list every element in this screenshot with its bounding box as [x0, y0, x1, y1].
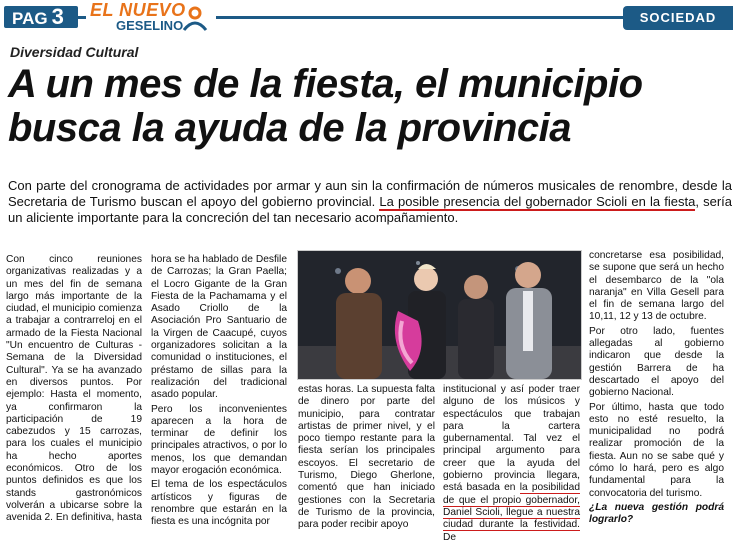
photo-people-illustration	[298, 251, 581, 379]
lighthouse-icon	[180, 4, 210, 32]
newspaper-logo	[86, 0, 216, 34]
article-column-3	[298, 384, 435, 534]
column-2-paragraph-2: Pero los inconvenientes aparecen a la hora de terminar de definir los principales atractivos, o por lo menos, los que demandan mayor erogación económica.	[151, 403, 287, 477]
column-3-text: estas horas. La supuesta falta de dinero por parte del municipio, para contratar artistas de primer nivel, y el poco tiempo restante para la fiesta serían los principales escoyos. El secretario de Turismo, Diego Gherlone, comentó que han iniciado gestiones con la Secretaria de Turismo de la provincia, para poder recibir apoyo	[298, 384, 435, 531]
logo-line1: EL NUEVO	[90, 0, 186, 20]
column-5-closing-question: ¿La nueva gestión podrá lograrlo?	[589, 501, 724, 526]
lead-highlight: La posible presencia del gobernador Scioli en la fiesta	[379, 194, 696, 209]
article-photo	[297, 250, 582, 380]
page-number: 3	[51, 4, 64, 29]
article-headline: A un mes de la fiesta, el municipio busca la ayuda de la provincia	[8, 62, 643, 150]
article-column-4	[443, 384, 580, 546]
lead-text-1: Con parte del cronograma de actividades por armar y aun sin la confirmación de números musicales de renombre, desde la Secretaria de Turismo buscan el apoyo del gobierno provincial.	[8, 178, 732, 209]
article-column-5	[589, 250, 724, 529]
article-kicker: Diversidad Cultural	[10, 44, 139, 60]
column-5-paragraph-3: Por último, hasta que todo esto no esté resuelto, la municipalidad no podrá realizar promoción de la fiesta. Aun no se sabe qué y cómo lo hará, pero es algo fundamental para la convocatoria del turismo.	[589, 401, 724, 499]
column-4-text-2: De	[443, 531, 457, 543]
column-4-text	[443, 384, 580, 544]
section-tag: SOCIEDAD	[623, 6, 733, 30]
article-column-2	[151, 254, 287, 531]
lead-text-2: , sería un aliciente importante para la concreción del tan necesario acompañamiento.	[8, 194, 733, 225]
column-1-text: Con cinco reuniones organizativas realizadas y a un mes del fin de semana largo más importante de la ciudad, el municipio comienza a trabajar a contrarreloj en el armado de la Fiesta Nacional "Un encuentro de Culturas - Semana de la Diversidad Cultural". Ya se ha avanzado en diversos puntos. Por ejemplo: Hasta el momento, ya confirmaron la participación de 19 cabezudos y 15 carrozas, para los cuales el municipio ha hecho aportes económicos. Otro de los puntos definidos es que los stands gastronómicos volverán a ubicarse sobre la avenida 2. En definitiva, hasta	[6, 254, 142, 524]
article-lead	[8, 178, 732, 226]
column-5-paragraph-1: concretarse esa posibilidad, se supone que será un hecho el desembarco de la "ola naranja" en Villa Gesell para el fin de semana largo del 10,11, 12 y 13 de octubre.	[589, 250, 724, 323]
column-4-text-1: institucional y así poder traer alguno de los músicos y espectáculos que trabajan para la cartera gubernamental. Tal vez el principal argumento para creer que la ayuda del gobierno provincia llegara, está basada en	[443, 384, 580, 494]
masthead	[0, 0, 739, 34]
page-label: PAG	[12, 9, 48, 28]
logo-line2: GESELINO	[116, 18, 184, 33]
page-number-tag	[4, 6, 78, 28]
column-5-paragraph-2: Por otro lado, fuentes allegadas al gobierno indicaron que desde la gestión Barrera de ha descartado el apoyo del gobierno Nacional.	[589, 325, 724, 399]
column-2-paragraph-1: hora se ha hablado de Desfile de Carrozas; la Gran Paella; el Locro Gigante de la Gran Fiesta de la Pachamama y el Asado Criollo de la Asociación Pro Santuario de la Virgen de Caacupé, cuyos organizadores solicitan a la comunidad o instituciones, el préstamo de sillas para la realización del tradicional asado popular.	[151, 254, 287, 401]
column-2-paragraph-3: El tema de los espectáculos artísticos y figuras de renombre que estarán en la fiesta es una incógnita por	[151, 479, 287, 528]
column-4-highlight: la posibilidad de que el propio gobernador, Daniel Scioli, llegue a nuestra ciudad durante la festividad.	[443, 482, 580, 531]
article-column-1	[6, 254, 142, 527]
